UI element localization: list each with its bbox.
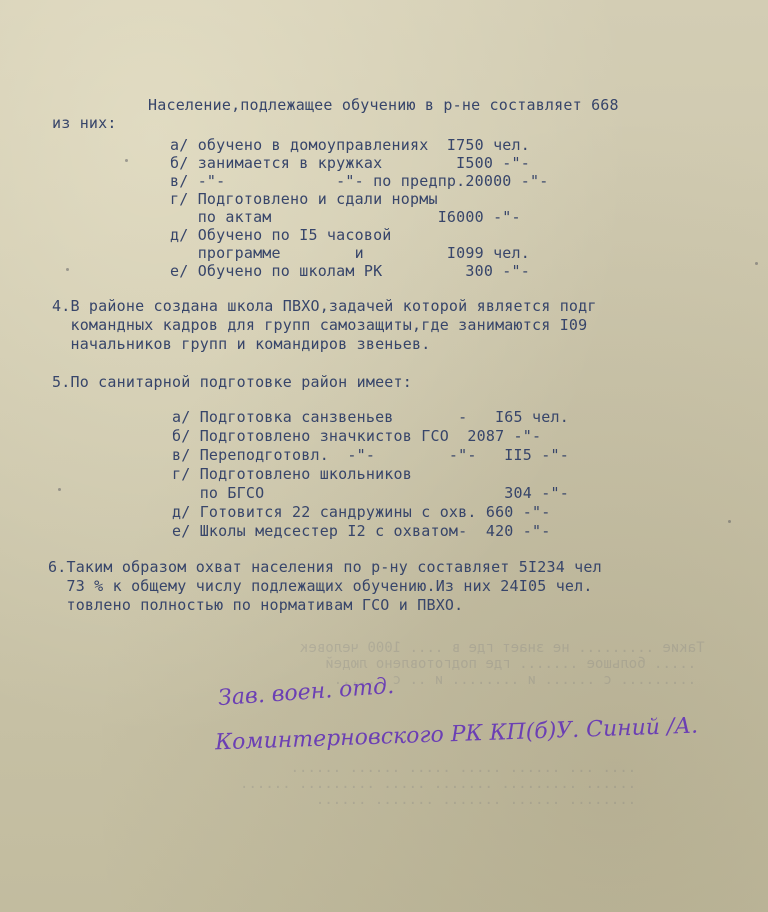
list-item: д/ Обучено по I5 часовой [170,226,392,244]
ink-speck [755,262,758,265]
bleed-through-text: Такие ......... не знает где в .... 1000 человек ..... большое ....... где подготовлено людей ......... с ...... и ........ и .. с ...... [300,640,705,688]
paragraph-line: 73 % к общему числу подлежащих обучению.Из них 24I05 чел. [48,577,593,595]
paragraph-line: 4.В районе создана школа ПВХО,задачей которой является подг [52,297,597,315]
list-item: а/ Подготовка санзвеньев - I65 чел. [172,408,569,426]
signature-line: Коминтерновского РК КП(б)У. Синий /А. [214,713,699,756]
list-item: по актам I6000 -"- [170,208,521,226]
list-item: б/ занимается в кружках I500 -"- [170,154,530,172]
intro-line: Население,подлежащее обучению в р-не составляет 668 [148,96,619,114]
ink-speck [66,268,69,271]
paragraph-line: командных кадров для групп самозащиты,где занимаются I09 [52,316,588,334]
list-item: г/ Подготовлено и сдали нормы [170,190,438,208]
list-item: по БГСО 304 -"- [172,484,569,502]
list-item: б/ Подготовлено значкистов ГСО 2087 -"- [172,427,542,445]
list-item: в/ Переподготовл. -"- -"- II5 -"- [172,446,569,464]
ink-speck [125,159,128,162]
section-title: 5.По санитарной подготовке район имеет: [52,373,412,391]
list-item: программе и I099 чел. [170,244,530,262]
paragraph-line: начальников групп и командиров звеньев. [52,335,431,353]
list-item: е/ Обучено по школам РК 300 -"- [170,262,530,280]
list-item: а/ обучено в домоуправлениях I750 чел. [170,136,530,154]
ink-speck [728,520,731,523]
list-item: е/ Школы медсестер I2 с охватом- 420 -"- [172,522,551,540]
list-item: в/ -"- -"- по предпр.20000 -"- [170,172,549,190]
list-item: д/ Готовится 22 сандружины с охв. 660 -"- [172,503,551,521]
intro-line: из них: [52,114,117,132]
bleed-through-text: .... ... ...... ..... ..... ...... ...... ...... ......... ....... ..... ......... ...... ........ ...... ....... ....... ...... [240,760,637,808]
paragraph-line: товлено полностью по нормативам ГСО и ПВХО. [48,596,464,614]
list-item: г/ Подготовлено школьников [172,465,412,483]
ink-speck [58,488,61,491]
paragraph-line: 6.Таким образом охват населения по р-ну составляет 5I234 чел [48,558,602,576]
signature-line: Зав. воен. отд. [217,673,395,712]
